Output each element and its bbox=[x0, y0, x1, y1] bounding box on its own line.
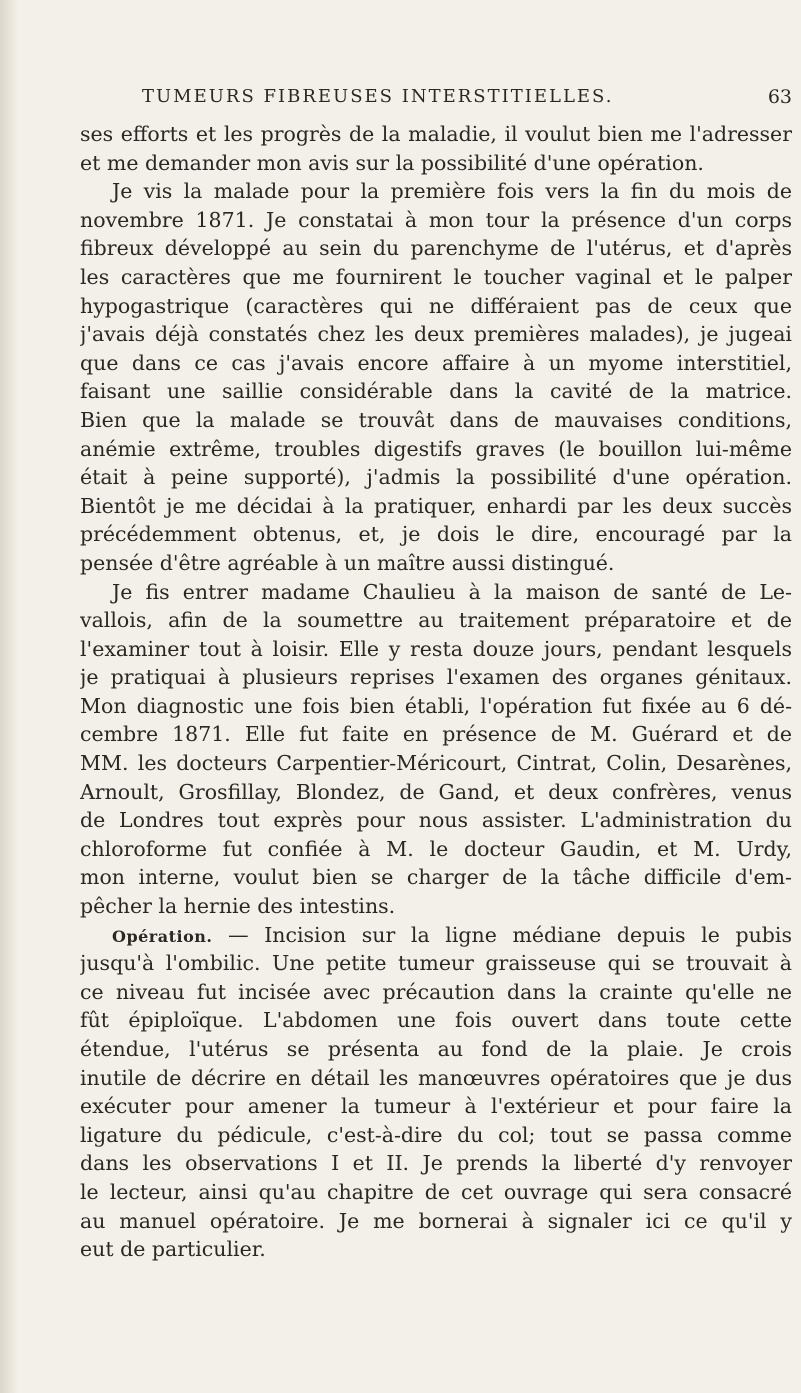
text-line: Arnoult, Grosfillay, Blondez, de Gand, et deux confrères, venus bbox=[80, 779, 792, 804]
text-line: dans les observations I et II. Je prends la liberté d'y renvoyer bbox=[80, 1151, 792, 1176]
running-title: TUMEURS FIBREUSES INTERSTITIELLES. bbox=[142, 86, 614, 107]
text-line: pensée d'être agréable à un maître aussi distingué. bbox=[80, 550, 615, 575]
text-line: Je fis entrer madame Chaulieu à la maison de santé de Le- bbox=[112, 579, 792, 604]
text-line: ligature du pédicule, c'est-à-dire du col; tout se passa comme bbox=[80, 1122, 792, 1147]
text-line: Bien que la malade se trouvât dans de mauvaises conditions, bbox=[80, 407, 792, 432]
body-text bbox=[80, 120, 792, 1264]
text-line: précédemment obtenus, et, je dois le dire, encouragé par la bbox=[80, 522, 792, 547]
text-line: de Londres tout exprès pour nous assister. L'administration du bbox=[80, 808, 792, 833]
text-line: pêcher la hernie des intestins. bbox=[80, 894, 396, 919]
text-line: l'examiner tout à loisir. Elle y resta douze jours, pendant lesquels bbox=[80, 636, 792, 661]
text-line: Je vis la malade pour la première fois vers la fin du mois de bbox=[112, 179, 792, 204]
running-header bbox=[80, 86, 792, 116]
text-line: jusqu'à l'ombilic. Une petite tumeur graisseuse qui se trouvait à bbox=[80, 951, 792, 976]
text-line: étendue, l'utérus se présenta au fond de la plaie. Je crois bbox=[80, 1037, 792, 1061]
text-line: cembre 1871. Elle fut faite en présence de M. Guérard et de bbox=[80, 722, 792, 747]
text-line: j'avais déjà constatés chez les deux premières malades), je jugeai bbox=[80, 322, 792, 347]
text-line: ce niveau fut incisée avec précaution dans la crainte qu'elle ne bbox=[80, 979, 792, 1004]
text-line: chloroforme fut confiée à M. le docteur Gaudin, et M. Urdy, bbox=[80, 836, 792, 861]
section-heading: Opération. bbox=[112, 926, 213, 946]
text-line: ses efforts et les progrès de la maladie, il voulut bien me l'adresser bbox=[80, 122, 792, 146]
page-number: 63 bbox=[767, 86, 792, 108]
text-line: hypogastrique (caractères qui ne différaient pas de ceux que bbox=[80, 293, 792, 318]
text-line: eut de particulier. bbox=[80, 1237, 266, 1262]
page-gutter-shadow bbox=[0, 0, 18, 1393]
text-line: faisant une saillie considérable dans la cavité de la matrice. bbox=[80, 379, 792, 404]
text-line: vallois, afin de la soumettre au traitement préparatoire et de bbox=[80, 608, 792, 633]
text-line: le lecteur, ainsi qu'au chapitre de cet ouvrage qui sera consacré bbox=[80, 1179, 792, 1204]
text-line: exécuter pour amener la tumeur à l'extérieur et pour faire la bbox=[80, 1094, 792, 1119]
text-line: Bientôt je me décidai à la pratiquer, enhardi par les deux succès bbox=[80, 493, 792, 518]
text-line: fibreux développé au sein du parenchyme de l'utérus, et d'après bbox=[80, 236, 792, 261]
text-line: MM. les docteurs Carpentier-Méricourt, Cintrat, Colin, Desarènes, bbox=[80, 751, 792, 776]
text-line: était à peine supporté), j'admis la possibilité d'une opération. bbox=[80, 465, 792, 490]
text-line: les caractères que me fournirent le toucher vaginal et le palper bbox=[80, 264, 792, 289]
text-line-rest: — Incision sur la ligne médiane depuis le pubis bbox=[228, 922, 792, 947]
text-line: je pratiquai à plusieurs reprises l'examen des organes génitaux. bbox=[80, 665, 792, 690]
text-line: mon interne, voulut bien se charger de la tâche difficile d'em- bbox=[80, 865, 792, 890]
text-line: fût épiploïque. L'abdomen une fois ouvert dans toute cette bbox=[80, 1008, 792, 1033]
text-line: anémie extrême, troubles digestifs graves (le bouillon lui-même bbox=[80, 436, 792, 461]
text-line: novembre 1871. Je constatai à mon tour la présence d'un corps bbox=[80, 207, 792, 232]
text-line: Mon diagnostic une fois bien établi, l'opération fut fixée au 6 dé- bbox=[80, 693, 792, 718]
text-line: inutile de décrire en détail les manœuvres opératoires que je dus bbox=[80, 1065, 792, 1090]
text-line: au manuel opératoire. Je me bornerai à signaler ici ce qu'il y bbox=[80, 1208, 792, 1233]
text-line-with-heading bbox=[80, 921, 792, 950]
text-line: et me demander mon avis sur la possibilité d'une opération. bbox=[80, 150, 704, 175]
text-line: que dans ce cas j'avais encore affaire à un myome interstitiel, bbox=[80, 350, 792, 375]
